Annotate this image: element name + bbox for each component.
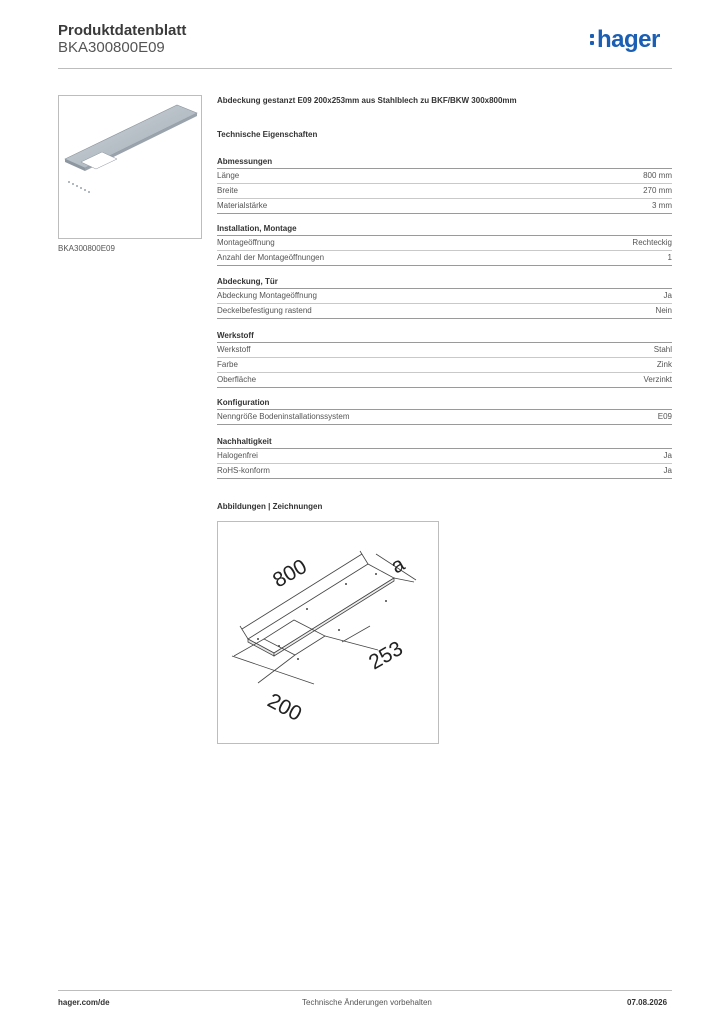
- product-code: BKA300800E09: [58, 39, 165, 56]
- section-title: Abmessungen: [217, 156, 672, 169]
- row-label: Materialstärke: [217, 201, 268, 210]
- cover-plate-icon: [59, 96, 201, 238]
- product-description: Abdeckung gestanzt E09 200x253mm aus Stahlblech zu BKF/BKW 300x800mm: [217, 96, 517, 105]
- row-label: Farbe: [217, 360, 238, 369]
- row-label: Abdeckung Montageöffnung: [217, 291, 317, 300]
- dimension-drawing: [217, 521, 439, 744]
- logo-text: hager: [597, 26, 660, 53]
- table-row: [217, 251, 672, 266]
- row-value: 3 mm: [652, 201, 672, 210]
- row-label: Deckelbefestigung rastend: [217, 306, 312, 315]
- row-label: Breite: [217, 186, 238, 195]
- row-value: Ja: [663, 291, 672, 300]
- dim-cutout-width-label: 200: [263, 689, 306, 726]
- table-row: [217, 289, 672, 304]
- footer-notice: Technische Änderungen vorbehalten: [302, 998, 432, 1007]
- row-label: Anzahl der Montageöffnungen: [217, 253, 325, 262]
- row-label: Länge: [217, 171, 240, 180]
- dim-width-label: a: [387, 552, 409, 579]
- section-konfiguration: [217, 397, 672, 425]
- table-row: [217, 304, 672, 319]
- row-label: Werkstoff: [217, 345, 251, 354]
- row-value: 800 mm: [643, 171, 672, 180]
- logo-dots-icon: [590, 32, 595, 49]
- dim-length-label: 800: [269, 554, 311, 593]
- table-row: [217, 410, 672, 425]
- hager-logo: [590, 26, 660, 54]
- table-row: [217, 449, 672, 464]
- section-title: Installation, Montage: [217, 223, 672, 236]
- section-title: Konfiguration: [217, 397, 672, 410]
- table-row: [217, 343, 672, 358]
- table-row: [217, 464, 672, 479]
- product-image: [58, 95, 202, 239]
- row-value: Verzinkt: [643, 375, 672, 384]
- section-werkstoff: [217, 330, 672, 388]
- row-value: Rechteckig: [632, 238, 672, 247]
- row-value: Nein: [655, 306, 672, 315]
- image-caption: BKA300800E09: [58, 244, 115, 253]
- dim-cutout-length-label: 253: [365, 636, 407, 675]
- row-label: Halogenfrei: [217, 451, 258, 460]
- row-value: Zink: [656, 360, 672, 369]
- table-row: [217, 184, 672, 199]
- row-label: RoHS-konform: [217, 466, 270, 475]
- section-title: Werkstoff: [217, 330, 672, 343]
- row-label: Nenngröße Bodeninstallationssystem: [217, 412, 350, 421]
- document-title: Produktdatenblatt: [58, 22, 187, 39]
- row-value: Stahl: [653, 345, 672, 354]
- section-title: Abdeckung, Tür: [217, 276, 672, 289]
- row-value: 270 mm: [643, 186, 672, 195]
- footer-website: hager.com/de: [58, 998, 110, 1007]
- table-row: [217, 199, 672, 214]
- section-abdeckung: [217, 276, 672, 319]
- table-row: [217, 169, 672, 184]
- row-label: Oberfläche: [217, 375, 257, 384]
- table-row: [217, 373, 672, 388]
- footer-divider: [58, 990, 672, 991]
- row-value: 1: [667, 253, 672, 262]
- row-value: E09: [657, 412, 672, 421]
- row-label: Montageöffnung: [217, 238, 275, 247]
- tech-heading: Technische Eigenschaften: [217, 130, 318, 139]
- section-title: Nachhaltigkeit: [217, 436, 672, 449]
- row-value: Ja: [663, 466, 672, 475]
- table-row: [217, 236, 672, 251]
- section-nachhaltigkeit: [217, 436, 672, 479]
- footer-date: 07.08.2026: [627, 998, 668, 1007]
- drawings-heading: Abbildungen | Zeichnungen: [217, 502, 323, 511]
- row-value: Ja: [663, 451, 672, 460]
- header-divider: [58, 68, 672, 69]
- table-row: [217, 358, 672, 373]
- section-abmessungen: [217, 156, 672, 214]
- section-installation: [217, 223, 672, 266]
